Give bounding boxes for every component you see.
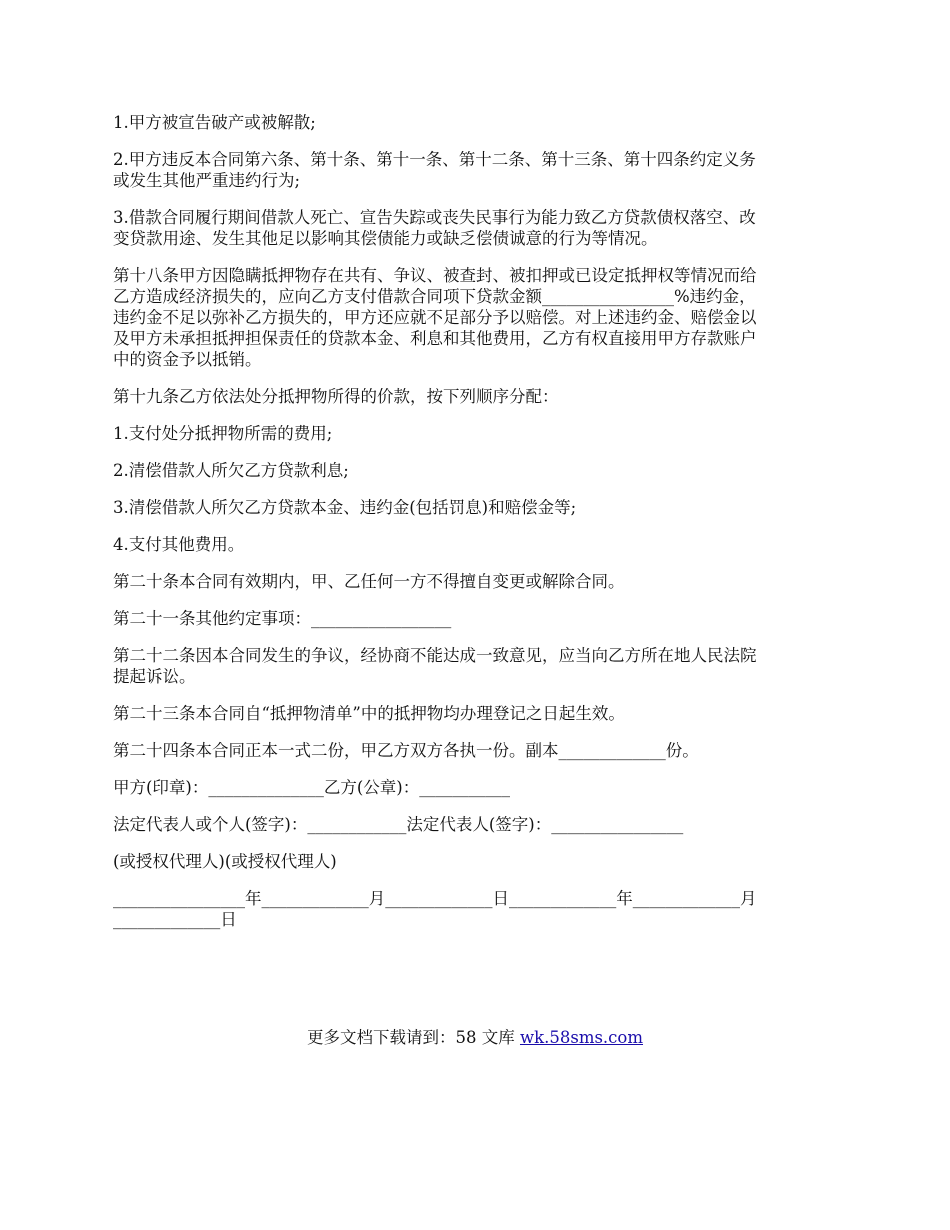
paragraph-line: 第二十一条其他约定事项：_________________	[113, 609, 452, 628]
paragraph-line: _____________日	[113, 910, 237, 929]
paragraph	[113, 645, 841, 687]
paragraph-line: 1.支付处分抵押物所需的费用;	[113, 424, 333, 443]
paragraph	[113, 851, 841, 872]
paragraph-line: 法定代表人或个人(签字)：____________法定代表人(签字)：________________	[113, 815, 684, 834]
paragraph-line: 或发生其他严重违约行为;	[113, 171, 301, 190]
paragraph-line: 3.清偿借款人所欠乙方贷款本金、违约金(包括罚息)和赔偿金等;	[113, 498, 577, 517]
paragraph	[113, 423, 841, 444]
paragraph	[113, 571, 841, 592]
paragraph	[113, 608, 841, 629]
paragraph-line: 2.甲方违反本合同第六条、第十条、第十一条、第十二条、第十三条、第十四条约定义务	[113, 150, 756, 169]
paragraph-line: 违约金不足以弥补乙方损失的，甲方还应就不足部分予以赔偿。对上述违约金、赔偿金以	[113, 308, 757, 327]
paragraph-line: 甲方(印章)：______________乙方(公章)：___________	[113, 778, 510, 797]
paragraph-line: 乙方造成经济损失的，应向乙方支付借款合同项下贷款金额________________%违约金，	[113, 287, 756, 306]
paragraph	[113, 112, 841, 133]
paragraph	[113, 777, 841, 798]
paragraph-line: 第二十三条本合同自“抵押物清单”中的抵押物均办理登记之日起生效。	[113, 704, 625, 723]
footer-text: 更多文档下载请到：58 文库	[306, 1028, 520, 1047]
paragraph	[113, 265, 841, 370]
paragraph-line: 1.甲方被宣告破产或被解散;	[113, 113, 316, 132]
paragraph-line: 第二十条本合同有效期内，甲、乙任何一方不得擅自变更或解除合同。	[113, 572, 625, 591]
paragraph	[113, 814, 841, 835]
paragraph	[113, 149, 841, 191]
paragraph-line: 第十九条乙方依法处分抵押物所得的价款，按下列顺序分配：	[113, 387, 559, 406]
paragraph	[113, 534, 841, 555]
paragraph	[113, 386, 841, 407]
paragraph-line: 第十八条甲方因隐瞒抵押物存在共有、争议、被查封、被扣押或已设定抵押权等情况而给	[113, 266, 757, 285]
paragraph	[113, 460, 841, 481]
paragraph	[113, 497, 841, 518]
paragraph	[113, 207, 841, 249]
paragraph-line: 变贷款用途、发生其他足以影响其偿债能力或缺乏偿债诚意的行为等情况。	[113, 229, 658, 248]
paragraph	[113, 703, 841, 724]
paragraph-line: 中的资金予以抵销。	[113, 350, 262, 369]
document-body	[113, 112, 841, 946]
paragraph	[113, 888, 841, 930]
paragraph-line: (或授权代理人)(或授权代理人)	[113, 852, 337, 871]
paragraph-line: 提起诉讼。	[113, 667, 196, 686]
paragraph-line: 3.借款合同履行期间借款人死亡、宣告失踪或丧失民事行为能力致乙方贷款债权落空、改	[113, 208, 756, 227]
paragraph-line: ________________年_____________月_____________日_____________年_____________月	[113, 889, 757, 908]
paragraph-line: 及甲方未承担抵押担保责任的贷款本金、利息和其他费用，乙方有权直接用甲方存款账户	[113, 329, 757, 348]
paragraph-line: 第二十二条因本合同发生的争议，经协商不能达成一致意见，应当向乙方所在地人民法院	[113, 646, 757, 665]
footer	[0, 1027, 950, 1049]
footer-link[interactable]: wk.58sms.com	[519, 1028, 643, 1047]
paragraph	[113, 740, 841, 761]
paragraph-line: 第二十四条本合同正本一式二份，甲乙方双方各执一份。副本_____________份。	[113, 741, 699, 760]
paragraph-line: 2.清偿借款人所欠乙方贷款利息;	[113, 461, 349, 480]
paragraph-line: 4.支付其他费用。	[113, 535, 245, 554]
